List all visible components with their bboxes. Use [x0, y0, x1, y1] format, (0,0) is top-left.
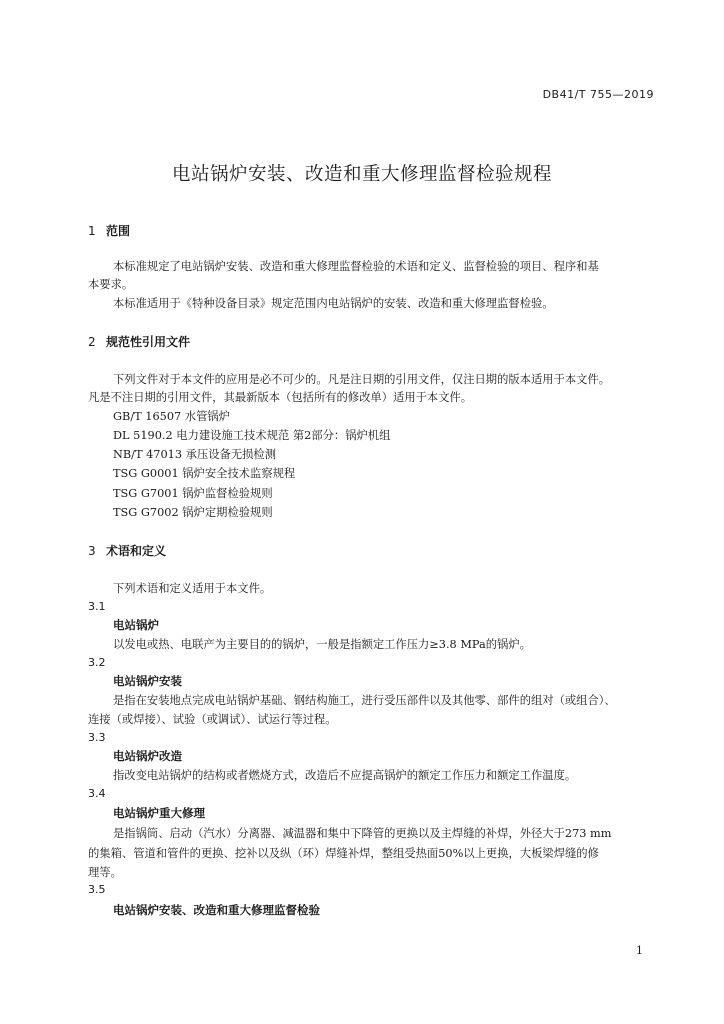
document-title: 电站锅炉安装、改造和重大修理监督检验规程 [171, 164, 552, 185]
section-title: 术语和定义 [106, 544, 167, 558]
term-3-1-definition: 以发电或热、电联产为主要目的的锅炉，一般是指额定工作压力≥3.8 MPa的锅炉。 [113, 638, 531, 651]
section-3-heading [88, 542, 166, 559]
term-number-3-1: 3.1 [88, 600, 106, 613]
reference-item: DL 5190.2 电力建设施工技术规范 第2部分：锅炉机组 [113, 429, 391, 442]
term-3-3: 电站锅炉改造 [113, 749, 182, 763]
term-3-4-definition-line-1: 是指锅筒、启动（汽水）分离器、减温器和集中下降管的更换以及主焊缝的补焊，外径大于273 mm [113, 827, 612, 840]
term-3-2-definition-line-2: 连接（或焊接）、试验（或调试）、试运行等过程。 [88, 713, 337, 726]
standard-code: DB41/T 755—2019 [542, 88, 654, 101]
section-title: 范围 [106, 224, 131, 238]
section-3-intro: 下列术语和定义适用于本文件。 [113, 582, 272, 595]
reference-item: TSG G7002 锅炉定期检验规则 [113, 506, 273, 519]
term-number-3-2: 3.2 [88, 656, 106, 669]
section-1-para-1-line-1: 本标准规定了电站锅炉安装、改造和重大修理监督检验的术语和定义、监督检验的项目、程序和基 [113, 260, 599, 273]
section-2-para-1-line-1: 下列文件对于本文件的应用是必不可少的。凡是注日期的引用文件，仅注日期的版本适用于本文件。 [113, 373, 611, 386]
reference-item: GB/T 16507 水管锅炉 [113, 410, 230, 423]
term-3-2: 电站锅炉安装 [113, 674, 182, 688]
page-number: 1 [636, 944, 643, 957]
section-1-para-1-line-2: 本要求。 [88, 278, 134, 291]
term-number-3-5: 3.5 [88, 883, 106, 896]
term-3-1: 电站锅炉 [113, 618, 159, 632]
term-number-3-3: 3.3 [88, 731, 106, 744]
term-3-3-definition: 指改变电站锅炉的结构或者燃烧方式，改造后不应提高锅炉的额定工作压力和额定工作温度。 [113, 769, 577, 782]
section-2-para-1-line-2: 凡是不注日期的引用文件，其最新版本（包括所有的修改单）适用于本文件。 [88, 391, 473, 404]
term-3-4: 电站锅炉重大修理 [113, 806, 205, 820]
section-number: 3 [88, 544, 96, 558]
section-number: 1 [88, 224, 96, 238]
term-3-4-definition-line-2: 的集箱、管道和管件的更换、挖补以及纵（环）焊缝补焊，整组受热面50%以上更换，大板梁焊缝的修 [88, 847, 599, 860]
term-3-4-definition-line-3: 理等。 [88, 866, 122, 879]
section-title: 规范性引用文件 [106, 335, 191, 349]
section-number: 2 [88, 335, 96, 349]
reference-item: NB/T 47013 承压设备无损检测 [113, 448, 277, 461]
reference-item: TSG G7001 锅炉监督检验规则 [113, 487, 273, 500]
section-1-heading [88, 222, 130, 239]
section-2-heading [88, 333, 190, 350]
term-number-3-4: 3.4 [88, 787, 106, 800]
term-3-5: 电站锅炉安装、改造和重大修理监督检验 [113, 903, 320, 917]
section-1-para-2: 本标准适用于《特种设备目录》规定范围内电站锅炉的安装、改造和重大修理监督检验。 [113, 297, 554, 310]
reference-item: TSG G0001 锅炉安全技术监察规程 [113, 467, 296, 480]
term-3-2-definition-line-1: 是指在安装地点完成电站锅炉基础、钢结构施工，进行受压部件以及其他零、部件的组对（或组合）、 [113, 694, 616, 707]
